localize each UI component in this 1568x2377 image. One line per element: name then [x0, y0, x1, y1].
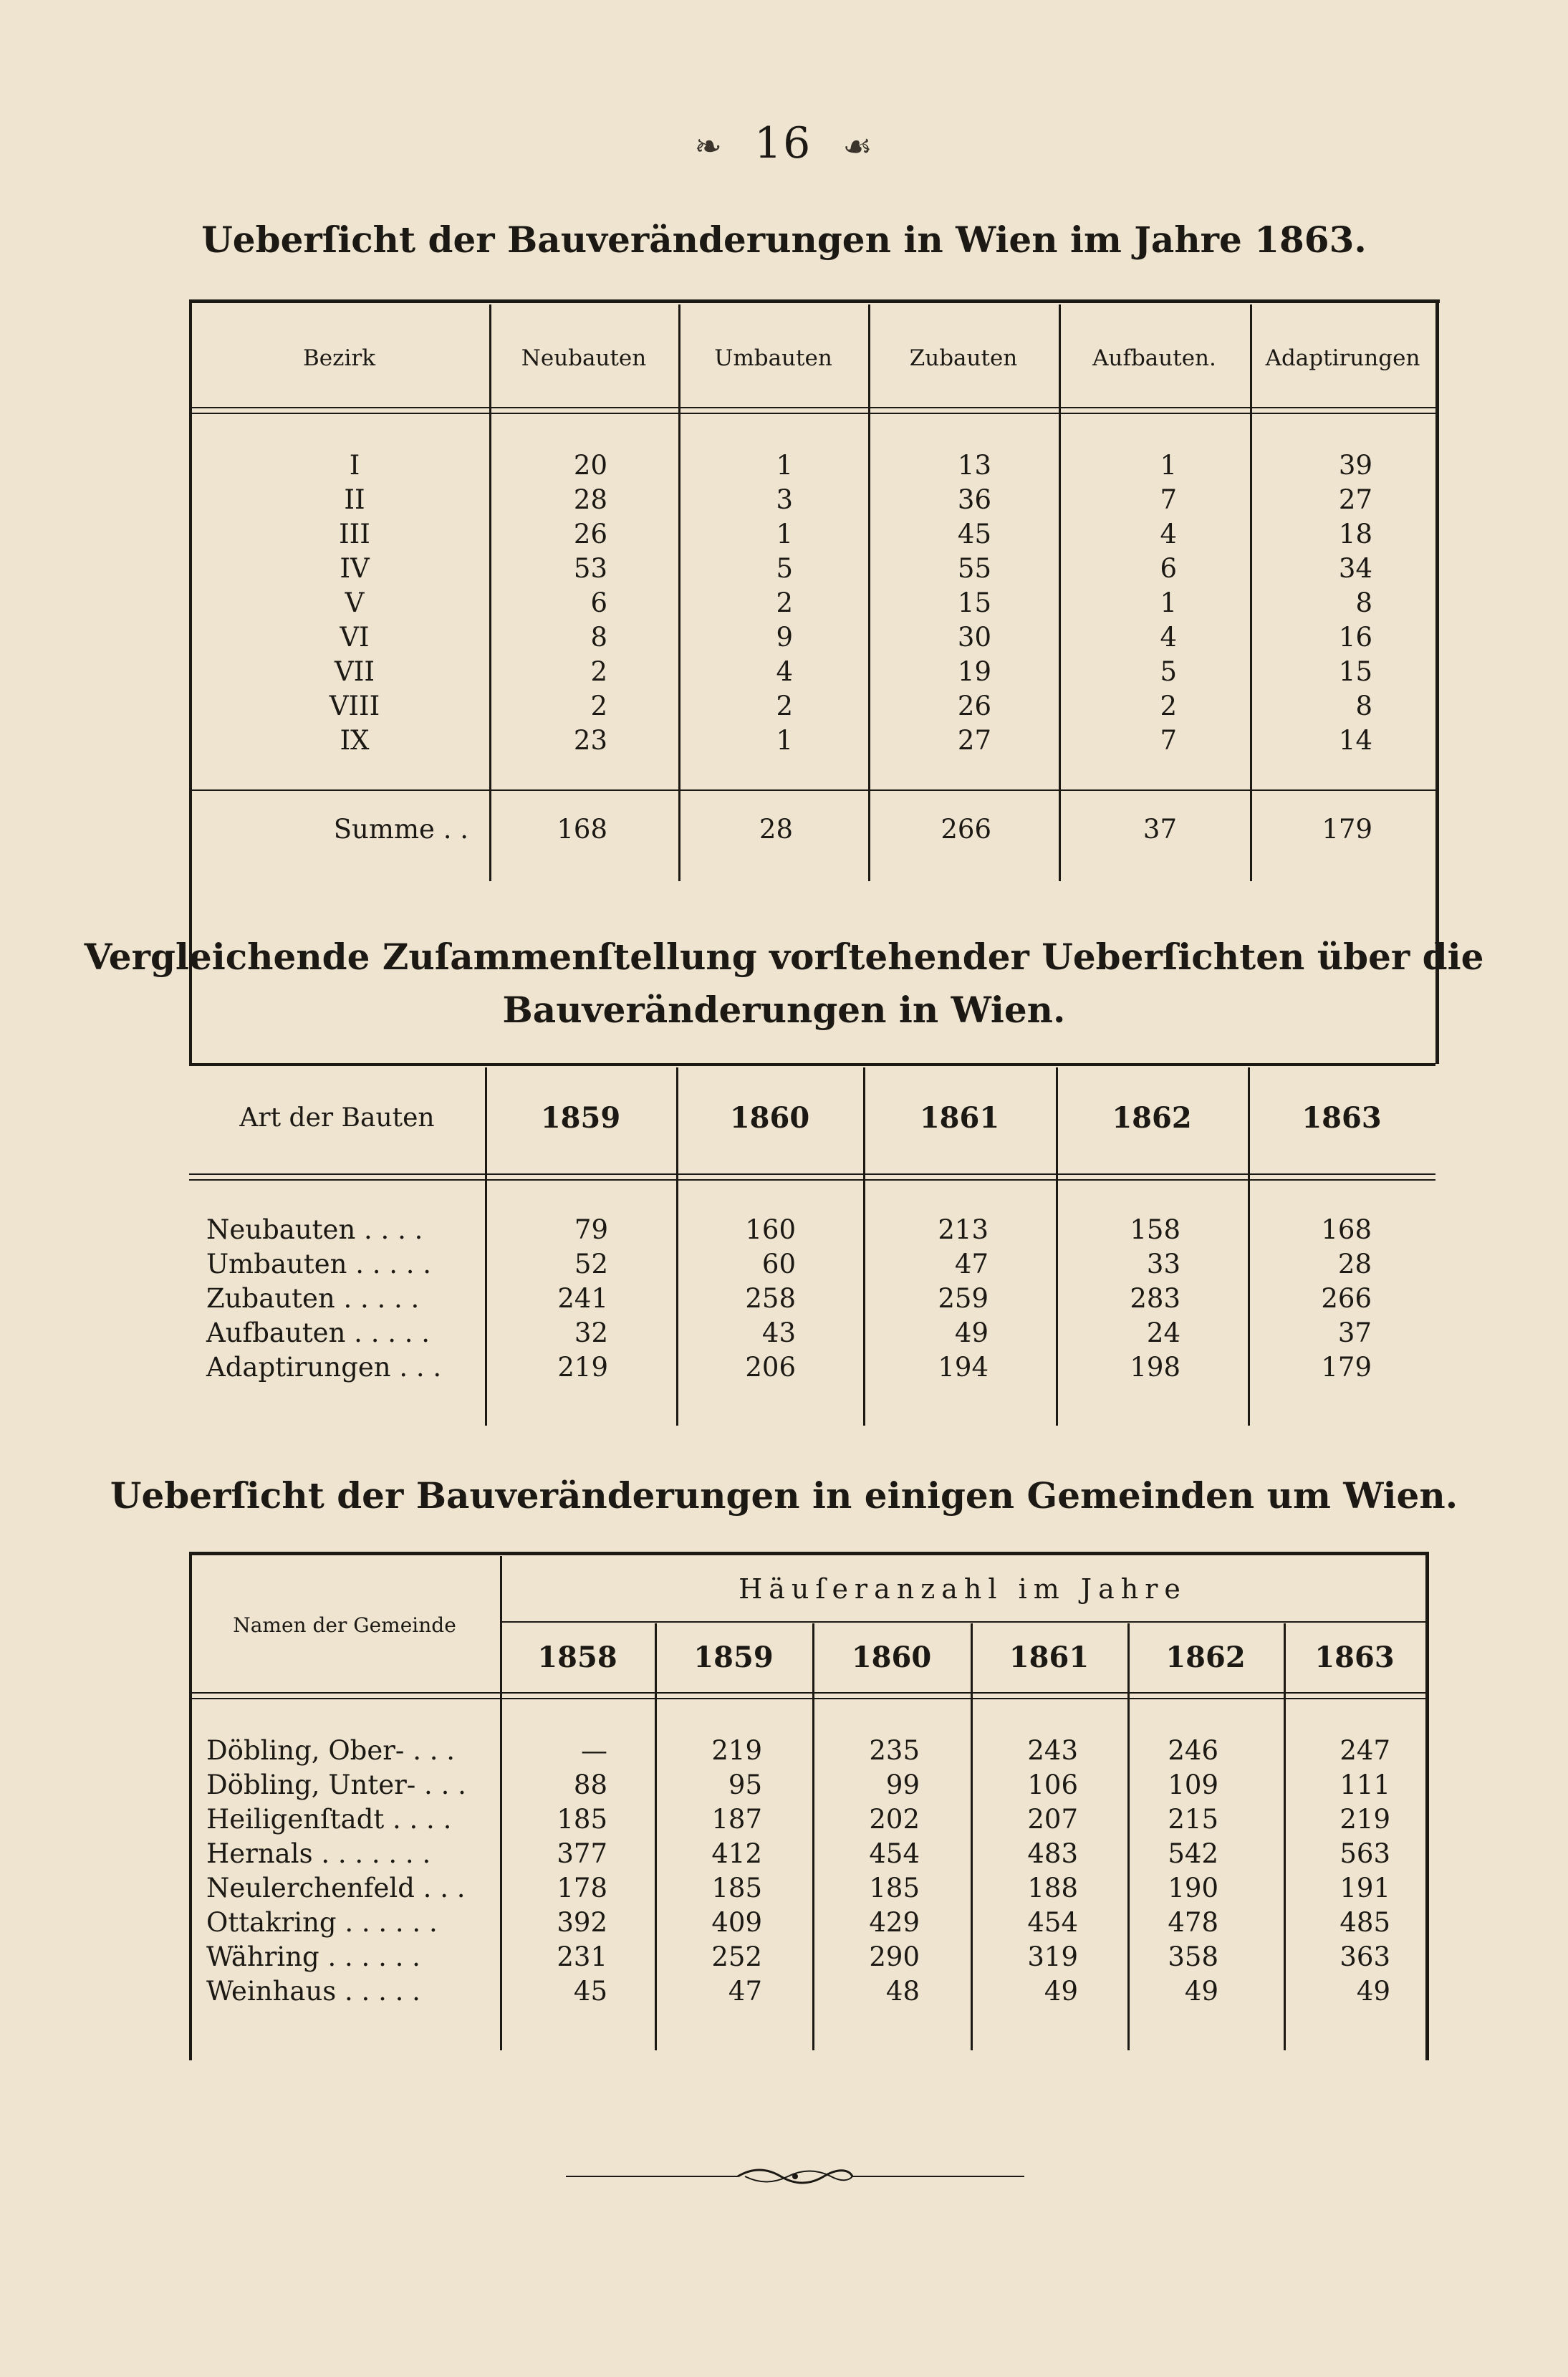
- value-cell: 168: [1321, 1214, 1372, 1245]
- district-label: VII: [335, 656, 375, 687]
- page-ornament-left-icon: ❧: [694, 127, 723, 165]
- value-cell: 5: [776, 553, 793, 584]
- value-cell: 2: [776, 587, 793, 618]
- municipality-label: Neulerchenfeld . . .: [206, 1873, 466, 1903]
- sum-cell: 168: [557, 814, 607, 845]
- value-cell: 1: [776, 725, 793, 756]
- value-cell: 2: [776, 691, 793, 721]
- page-number-line: [0, 118, 1568, 168]
- building-type-label: Neubauten . . . .: [206, 1214, 423, 1245]
- table1-header-neubauten: Neubauten: [521, 345, 647, 371]
- value-cell: 106: [1027, 1769, 1078, 1800]
- table3-header-year: 1861: [1009, 1641, 1090, 1674]
- value-cell: 429: [869, 1907, 920, 1938]
- value-cell: 206: [745, 1352, 796, 1383]
- value-cell: 49: [1356, 1976, 1390, 2007]
- value-cell: 23: [573, 725, 607, 756]
- value-cell: 412: [711, 1838, 762, 1869]
- value-cell: 219: [557, 1352, 608, 1383]
- table2-header-year: 1861: [919, 1101, 1000, 1135]
- value-cell: 4: [1160, 622, 1177, 653]
- value-cell: 55: [957, 553, 991, 584]
- value-cell: 28: [1337, 1249, 1372, 1279]
- sum-cell: 37: [1143, 814, 1177, 845]
- value-cell: 6: [590, 587, 607, 618]
- value-cell: 454: [869, 1838, 920, 1869]
- value-cell: 27: [1338, 484, 1372, 515]
- table3-top-rule: [189, 1552, 1428, 1555]
- table1-header-bezirk: Bezirk: [303, 345, 375, 371]
- value-cell: 27: [957, 725, 991, 756]
- district-label: VIII: [329, 691, 380, 721]
- value-cell: 198: [1130, 1352, 1180, 1383]
- table3-group-rule: [500, 1621, 1425, 1623]
- value-cell: 2: [590, 656, 607, 687]
- value-cell: 1: [776, 519, 793, 549]
- value-cell: 252: [711, 1941, 762, 1972]
- value-cell: 34: [1338, 553, 1372, 584]
- district-label: I: [349, 450, 360, 481]
- municipality-label: Weinhaus . . . . .: [206, 1976, 420, 2007]
- value-cell: 13: [957, 450, 991, 481]
- value-cell: 7: [1160, 484, 1177, 515]
- building-type-label: Umbauten . . . . .: [206, 1249, 432, 1279]
- value-cell: 319: [1027, 1941, 1078, 1972]
- value-cell: 478: [1168, 1907, 1218, 1938]
- municipality-label: Währing . . . . . .: [206, 1941, 420, 1972]
- table1-header-adaptirungen: Adaptirungen: [1265, 345, 1420, 371]
- value-cell: 24: [1146, 1317, 1180, 1348]
- municipality-label: Hernals . . . . . . .: [206, 1838, 431, 1869]
- district-label: II: [344, 484, 365, 515]
- value-cell: 483: [1027, 1838, 1078, 1869]
- table2-top-rule: [189, 1063, 1435, 1066]
- value-cell: 18: [1338, 519, 1372, 549]
- page-ornament-right-icon: ☙: [842, 127, 874, 165]
- value-cell: 283: [1130, 1283, 1180, 1314]
- table1-top-rule: [189, 299, 1440, 303]
- heading-comparison-line1: Vergleichende Zuſammenſtellung vorſtehender Ueberſichten über die: [84, 936, 1484, 978]
- value-cell: 158: [1130, 1214, 1180, 1245]
- sum-cell: 28: [759, 814, 793, 845]
- municipality-label: Döbling, Ober- . . .: [206, 1735, 456, 1766]
- value-cell: 43: [761, 1317, 796, 1348]
- table2-header-art: Art der Bauten: [239, 1103, 435, 1133]
- value-cell: 1: [776, 450, 793, 481]
- value-cell: 4: [1160, 519, 1177, 549]
- table2-header-year: 1859: [540, 1101, 621, 1135]
- value-cell: 36: [957, 484, 991, 515]
- value-cell: 9: [776, 622, 793, 653]
- value-cell: 542: [1168, 1838, 1218, 1869]
- value-cell: 188: [1027, 1873, 1078, 1903]
- value-cell: 47: [728, 1976, 762, 2007]
- municipality-label: Döbling, Unter- . . .: [206, 1769, 466, 1800]
- sum-cell: 266: [941, 814, 991, 845]
- value-cell: 160: [745, 1214, 796, 1245]
- value-cell: 8: [590, 622, 607, 653]
- value-cell: 95: [728, 1769, 762, 1800]
- value-cell: 49: [1184, 1976, 1218, 2007]
- district-label: IV: [340, 553, 370, 584]
- value-cell: 377: [557, 1838, 607, 1869]
- value-cell: 26: [957, 691, 991, 721]
- value-cell: 79: [574, 1214, 608, 1245]
- value-cell: 33: [1146, 1249, 1180, 1279]
- value-cell: 15: [957, 587, 991, 618]
- value-cell: 215: [1168, 1804, 1218, 1835]
- value-cell: 219: [1339, 1804, 1390, 1835]
- value-cell: 190: [1168, 1873, 1218, 1903]
- heading-municipalities: Ueberſicht der Bauveränderungen in einigen Gemeinden um Wien.: [110, 1474, 1458, 1517]
- value-cell: 45: [573, 1976, 607, 2007]
- value-cell: 30: [957, 622, 991, 653]
- building-type-label: Adaptirungen . . .: [206, 1352, 442, 1383]
- value-cell: 179: [1321, 1352, 1372, 1383]
- table1-header-zubauten: Zubauten: [909, 345, 1018, 371]
- value-cell: 7: [1160, 725, 1177, 756]
- value-cell: 15: [1338, 656, 1372, 687]
- value-cell: 246: [1168, 1735, 1218, 1766]
- value-cell: 39: [1338, 450, 1372, 481]
- table3-header-name: Namen der Gemeinde: [233, 1613, 456, 1637]
- value-cell: 16: [1338, 622, 1372, 653]
- table1-header-rule-a: [189, 407, 1435, 408]
- value-cell: 219: [711, 1735, 762, 1766]
- table3-header-year: 1860: [851, 1641, 932, 1674]
- value-cell: 8: [1355, 691, 1372, 721]
- table1-header-umbauten: Umbauten: [714, 345, 832, 371]
- value-cell: 392: [557, 1907, 607, 1938]
- value-cell: 207: [1027, 1804, 1078, 1835]
- value-cell: 259: [938, 1283, 989, 1314]
- table1-header-rule-b: [189, 413, 1435, 414]
- value-cell: 88: [573, 1769, 607, 1800]
- table3-header-year: 1859: [693, 1641, 774, 1674]
- table3-header-year: 1862: [1165, 1641, 1246, 1674]
- table3-header-year: 1863: [1314, 1641, 1395, 1674]
- value-cell: 202: [869, 1804, 920, 1835]
- building-type-label: Zubauten . . . . .: [206, 1283, 420, 1314]
- value-cell: 409: [711, 1907, 762, 1938]
- value-cell: 485: [1339, 1907, 1390, 1938]
- value-cell: 185: [557, 1804, 607, 1835]
- value-cell: 235: [869, 1735, 920, 1766]
- value-cell: 5: [1160, 656, 1177, 687]
- value-cell: 1: [1160, 587, 1177, 618]
- value-cell: 48: [885, 1976, 920, 2007]
- table2-header-year: 1862: [1112, 1101, 1192, 1135]
- value-cell: 109: [1168, 1769, 1218, 1800]
- value-cell: 2: [1160, 691, 1177, 721]
- heading-comparison-line2: Bauveränderungen in Wien.: [502, 989, 1066, 1031]
- value-cell: 194: [938, 1352, 989, 1383]
- value-cell: 231: [557, 1941, 607, 1972]
- heading-vienna-1863: Ueberſicht der Bauveränderungen in Wien im Jahre 1863.: [201, 219, 1367, 261]
- value-cell: 28: [573, 484, 607, 515]
- value-cell: 454: [1027, 1907, 1078, 1938]
- value-cell: 185: [711, 1873, 762, 1903]
- value-cell: 4: [776, 656, 793, 687]
- value-cell: 52: [574, 1249, 608, 1279]
- value-cell: 213: [938, 1214, 989, 1245]
- table3-header-rule-b: [189, 1698, 1425, 1699]
- value-cell: 563: [1339, 1838, 1390, 1869]
- value-cell: 26: [573, 519, 607, 549]
- sum-label: Summe . .: [333, 814, 468, 845]
- value-cell: 19: [957, 656, 991, 687]
- value-cell: 49: [954, 1317, 989, 1348]
- value-cell: 363: [1339, 1941, 1390, 1972]
- value-cell: 37: [1337, 1317, 1372, 1348]
- value-cell: 247: [1339, 1735, 1390, 1766]
- ornament-divider-icon: [566, 2162, 1024, 2191]
- table2-header-year: 1863: [1302, 1101, 1382, 1135]
- district-label: III: [339, 519, 370, 549]
- value-cell: 1: [1160, 450, 1177, 481]
- value-cell: 45: [957, 519, 991, 549]
- table2-header-year: 1860: [729, 1101, 810, 1135]
- value-cell: 2: [590, 691, 607, 721]
- value-cell: 290: [869, 1941, 920, 1972]
- value-cell: 60: [761, 1249, 796, 1279]
- value-cell: 49: [1044, 1976, 1078, 2007]
- value-cell: 187: [711, 1804, 762, 1835]
- value-cell: 111: [1339, 1769, 1390, 1800]
- table3-right-rule: [1425, 1552, 1429, 2060]
- value-cell: 6: [1160, 553, 1177, 584]
- value-cell: 358: [1168, 1941, 1218, 1972]
- table3-group-header: Häuſeranzahl im Jahre: [739, 1573, 1187, 1605]
- municipality-label: Ottakring . . . . . .: [206, 1907, 438, 1938]
- sum-cell: 179: [1322, 814, 1372, 845]
- value-cell: 3: [776, 484, 793, 515]
- value-cell: 191: [1339, 1873, 1390, 1903]
- value-cell: 241: [557, 1283, 608, 1314]
- municipality-label: Heiligenſtadt . . . .: [206, 1804, 452, 1835]
- value-cell: 266: [1321, 1283, 1372, 1314]
- table1-sum-rule: [189, 789, 1435, 791]
- district-label: IX: [340, 725, 370, 756]
- table3-header-rule-a: [189, 1692, 1425, 1694]
- building-type-label: Aufbauten . . . . .: [206, 1317, 431, 1348]
- page-number: 16: [754, 118, 812, 168]
- value-cell: 178: [557, 1873, 607, 1903]
- table3-header-year: 1858: [537, 1641, 617, 1674]
- value-cell: 47: [954, 1249, 989, 1279]
- value-cell: 20: [573, 450, 607, 481]
- district-label: VI: [340, 622, 370, 653]
- value-cell: 14: [1338, 725, 1372, 756]
- value-cell: 243: [1027, 1735, 1078, 1766]
- value-cell: —: [581, 1735, 607, 1766]
- value-cell: 99: [885, 1769, 920, 1800]
- value-cell: 8: [1355, 587, 1372, 618]
- value-cell: 53: [573, 553, 607, 584]
- value-cell: 185: [869, 1873, 920, 1903]
- table1-header-aufbauten: Aufbauten.: [1092, 345, 1216, 371]
- district-label: V: [345, 587, 365, 618]
- value-cell: 32: [574, 1317, 608, 1348]
- value-cell: 258: [745, 1283, 796, 1314]
